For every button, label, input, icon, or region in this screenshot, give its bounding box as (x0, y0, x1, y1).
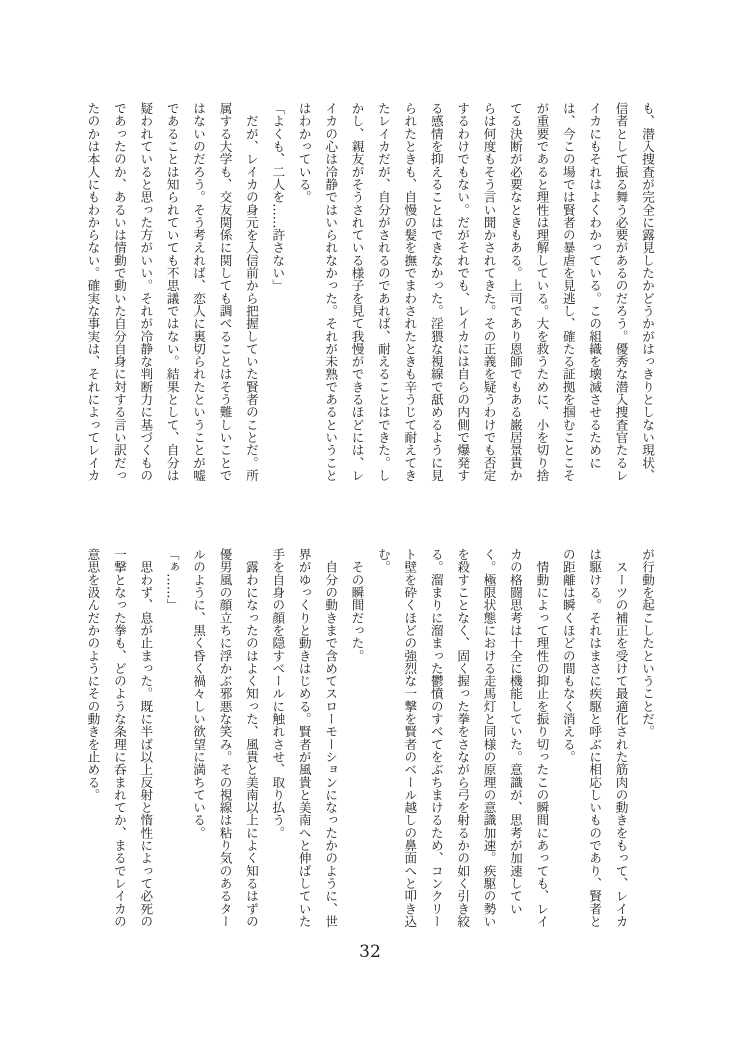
text-line: の距離は瞬くほどの間もなく消える。 (560, 548, 576, 764)
text-line: たのかは本人にもわからない。確実な事実は、それによってレイカ (85, 102, 101, 482)
text-line: 優男風の顔立ちに浮かぶ邪悪な笑み。その視線は粘り気のあるター (217, 548, 233, 928)
text-line: であったのか、あるいは情動で動いた自分自身に対する言い訳だっ (111, 102, 127, 482)
text-line: イカの心は冷静ではいられなかった。それが未熟であるということ (323, 102, 339, 482)
text-line: 思わず、息が止まった。既に半ば以上反射と惰性によって必死の (138, 548, 154, 928)
text-line: る。溜まりに溜まった鬱憤のすべてをぶちまけるため、コンクリー (428, 548, 444, 928)
text-line: が重要であると理性は理解している。大を救うために、小を切り捨 (534, 102, 550, 482)
text-line: するわけでもない。だがそれでも、レイカには自らの内側で爆発す (455, 102, 471, 482)
text-line: 自分の動きまで含めてスローモーションになったかのように、世 (323, 548, 339, 928)
text-line: その瞬間だった。 (349, 548, 365, 662)
text-line: 情動によって理性の抑止を振り切ったこの瞬間にあっても、レイ (534, 548, 550, 928)
text-line: ルのように、黒く昏く禍々しい欲望に満ちている。 (191, 548, 207, 839)
text-line: たレイカだが、自分がされるのであれば、耐えることはできた。し (375, 102, 391, 482)
text-line: 疑われていると思った方がいい。それが冷静な判断力に基づくもの (138, 102, 154, 482)
text-line: てる決断が必要なときもある。上司であり恩師でもある巌居景貴か (507, 102, 523, 482)
text-line: 手を自身の顔を隠すベールに触れさせ、取り払う。 (270, 548, 286, 839)
text-line: カの格闘思考は十全に機能していた。意識が、思考が加速してい (507, 548, 523, 915)
text-line: だが、レイカの身元を入信前から把握していた賢者のことだ。所 (243, 102, 259, 482)
text-block-top (79, 102, 660, 482)
text-line: 露わになったのはよく知った、風貴と美南以上によく知るはずの (243, 548, 259, 928)
text-line: ト壁を砕くほどの強烈な一撃を賢者のベール越しの鼻面へと叩き込 (402, 548, 418, 928)
text-line: イカにもそれはよくわかっている。この組織を壊滅させるために (587, 102, 603, 469)
text-line: スーツの補正を受けて最適化された筋肉の動きをもって、レイカ (613, 548, 629, 928)
text-line: 界がゆっくりと動きはじめる。賢者が風貴と美南へと伸ばしていた (296, 548, 312, 928)
text-line: む。 (375, 548, 391, 574)
text-line: はわかっている。 (296, 102, 312, 204)
page-number: 32 (359, 942, 381, 962)
text-line: かし、親友がそうされている様子を見て我慢ができるほどには、レ (349, 102, 365, 482)
text-line: らは何度もそう言い聞かされてきた。その正義を疑うわけでも否定 (481, 102, 497, 482)
text-line: く。極限状態における走馬灯と同様の原理の意識加速。疾駆の勢い (481, 548, 497, 928)
text-line: は、今この場では賢者の暴虐を見逃し、確たる証拠を掴むことこそ (560, 102, 576, 482)
text-line: 信者として振る舞う必要があるのだろう。優秀な潜入捜査官たるレ (613, 102, 629, 482)
text-line: 意思を汲んだかのようにその動きを止める。 (85, 548, 101, 801)
text-line: る感情を抑えることはできなかった。淫猥な視線で舐めるように見 (428, 102, 444, 482)
text-line: 「よくも、二人を……許さない」 (270, 102, 286, 292)
text-line: は駆ける。それはまさに疾駆と呼ぶに相応しいものであり、賢者と (587, 548, 603, 928)
text-line: であることは知られていても不思議ではない。結果として、自分は (164, 102, 180, 482)
text-line: が行動を起こしたということだ。 (640, 548, 655, 738)
text-line: 属する大学も、交友関係に関しても調べることはそう難しいことで (217, 102, 233, 482)
text-line: を殺すことなく、固く握った拳をさながら弓を射るかの如く引き絞 (455, 548, 471, 928)
text-line: も、潜入捜査が完全に露見したかどうかがはっきりとしない現状、 (640, 102, 655, 482)
text-block-bottom (79, 548, 660, 928)
text-line: 一撃となった拳も、どのような条理に呑まれてか、まるでレイカの (111, 548, 127, 928)
text-line: られたときも、自慢の髪を撫でまわされたときも辛うじて耐えてき (402, 102, 418, 482)
text-line: はないのだろう。そう考えれば、恋人に裏切られたということが嘘 (191, 102, 207, 482)
text-line: 「ぁ……」 (164, 548, 180, 612)
